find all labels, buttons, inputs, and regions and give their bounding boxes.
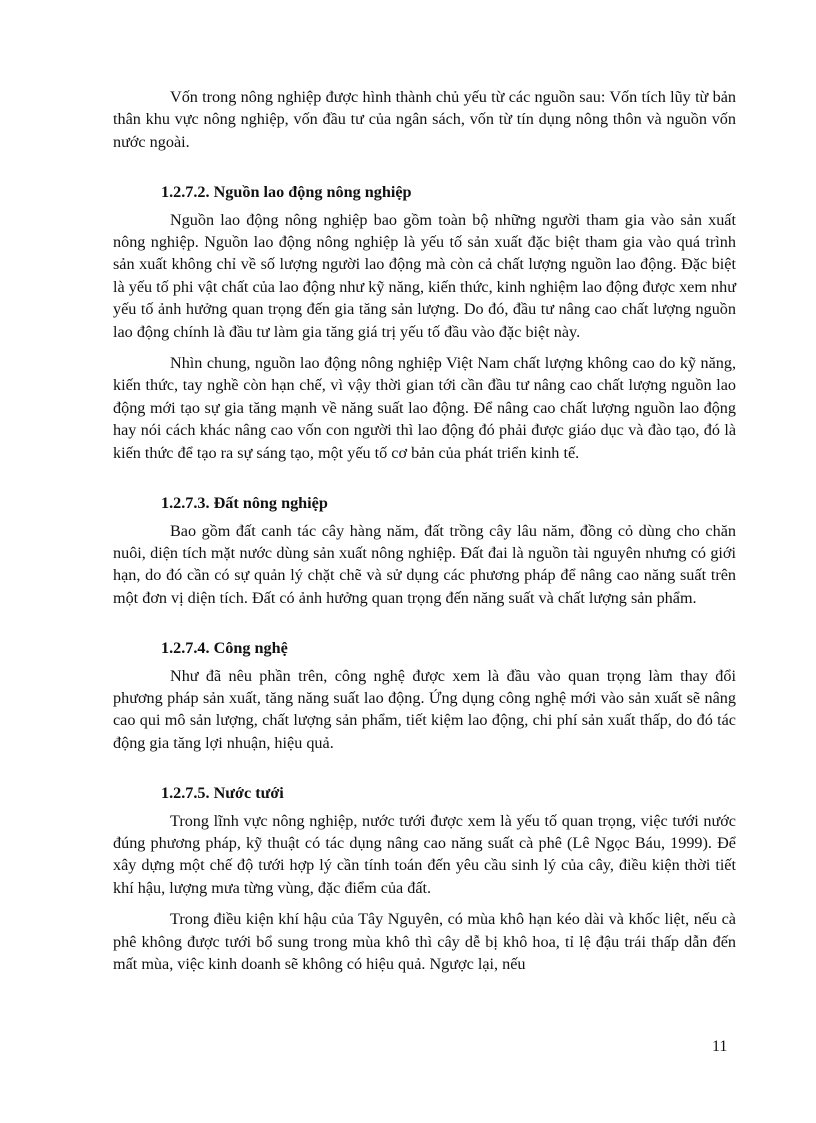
section-labor <box>113 181 736 464</box>
section-heading: 1.2.7.3. Đất nông nghiệp <box>161 494 328 513</box>
body-paragraph: Như đã nêu phần trên, công nghệ được xem là đầu vào quan trọng làm thay đổi phương pháp sản xuất, tăng năng suất lao động. Ứng dụng công nghệ mới vào sản xuất sẽ nâng cao qui mô sản lượng, chất lượng sản phẩm, tiết kiệm lao động, chi phí sản xuất thấp, do đó tác động gia tăng lợi nhuận, hiệu quả. <box>113 666 736 752</box>
document-page <box>113 86 736 975</box>
section-spacer <box>113 153 736 181</box>
section-heading: 1.2.7.5. Nước tưới <box>161 784 284 803</box>
section-heading: 1.2.7.2. Nguồn lao động nông nghiệp <box>161 183 412 202</box>
section-irrigation <box>113 782 736 975</box>
body-paragraph: Nguồn lao động nông nghiệp bao gồm toàn bộ những người tham gia vào sản xuất nông nghiệp. Nguồn lao động nông nghiệp là yếu tố sản xuất đặc biệt tham gia vào quá trình sản xuất không chỉ về số lượng người lao động mà còn cả chất lượng nguồn lao động. Đặc biệt là yếu tố phi vật chất của lao động như kỹ năng, kiến thức, kinh nghiệm lao động được xem như yếu tố ảnh hưởng quan trọng đến gia tăng sản lượng. Do đó, đầu tư nâng cao chất lượng nguồn lao động chính là đầu tư làm gia tăng giá trị yếu tố đầu vào đặc biệt này. <box>113 210 736 341</box>
body-paragraph: Bao gồm đất canh tác cây hàng năm, đất trồng cây lâu năm, đồng cỏ dùng cho chăn nuôi, diện tích mặt nước dùng sản xuất nông nghiệp. Đất đai là nguồn tài nguyên nhưng có giới hạn, do đó cần có sự quản lý chặt chẽ và sử dụng các phương pháp để nâng cao năng suất trên một đơn vị diện tích. Đất có ảnh hưởng quan trọng đến năng suất và chất lượng sản phẩm. <box>113 521 736 607</box>
page-number: 11 <box>712 1038 728 1055</box>
section-spacer <box>113 609 736 637</box>
body-paragraph: Trong lĩnh vực nông nghiệp, nước tưới được xem là yếu tố quan trọng, việc tưới nước đúng phương pháp, kỹ thuật có tác dụng nâng cao năng suất cà phê (Lê Ngọc Báu, 1999). Để xây dựng một chế độ tưới hợp lý cần tính toán đến yêu cầu sinh lý của cây, điều kiện thời tiết khí hậu, lượng mưa từng vùng, đặc điểm của đất. <box>113 811 736 897</box>
section-heading: 1.2.7.4. Công nghệ <box>161 639 288 658</box>
body-paragraph: Nhìn chung, nguồn lao động nông nghiệp Việt Nam chất lượng không cao do kỹ năng, kiến thức, tay nghề còn hạn chế, vì vậy thời gian tới cần đầu tư nâng cao chất lượng nguồn lao động mới tạo sự gia tăng mạnh về năng suất lao động. Để nâng cao chất lượng nguồn lao động hay nói cách khác nâng cao vốn con người thì lao động đó phải được giáo dục và đào tạo, đó là kiến thức để tạo ra sự sáng tạo, một yếu tố cơ bản của phát triển kinh tế. <box>113 354 736 462</box>
section-land <box>113 492 736 609</box>
intro-paragraph: Vốn trong nông nghiệp được hình thành chủ yếu từ các nguồn sau: Vốn tích lũy từ bản thân khu vực nông nghiệp, vốn đầu tư của ngân sách, vốn từ tín dụng nông thôn và nguồn vốn nước ngoài. <box>113 88 736 151</box>
section-technology <box>113 637 736 754</box>
section-spacer <box>113 754 736 782</box>
body-paragraph: Trong điều kiện khí hậu của Tây Nguyên, có mùa khô hạn kéo dài và khốc liệt, nếu cà phê không được tưới bổ sung trong mùa khô thì cây dễ bị khô hoa, tỉ lệ đậu trái thấp dẫn đến mất mùa, việc kinh doanh sẽ không có hiệu quả. Ngược lại, nếu <box>113 910 736 973</box>
section-spacer <box>113 464 736 492</box>
